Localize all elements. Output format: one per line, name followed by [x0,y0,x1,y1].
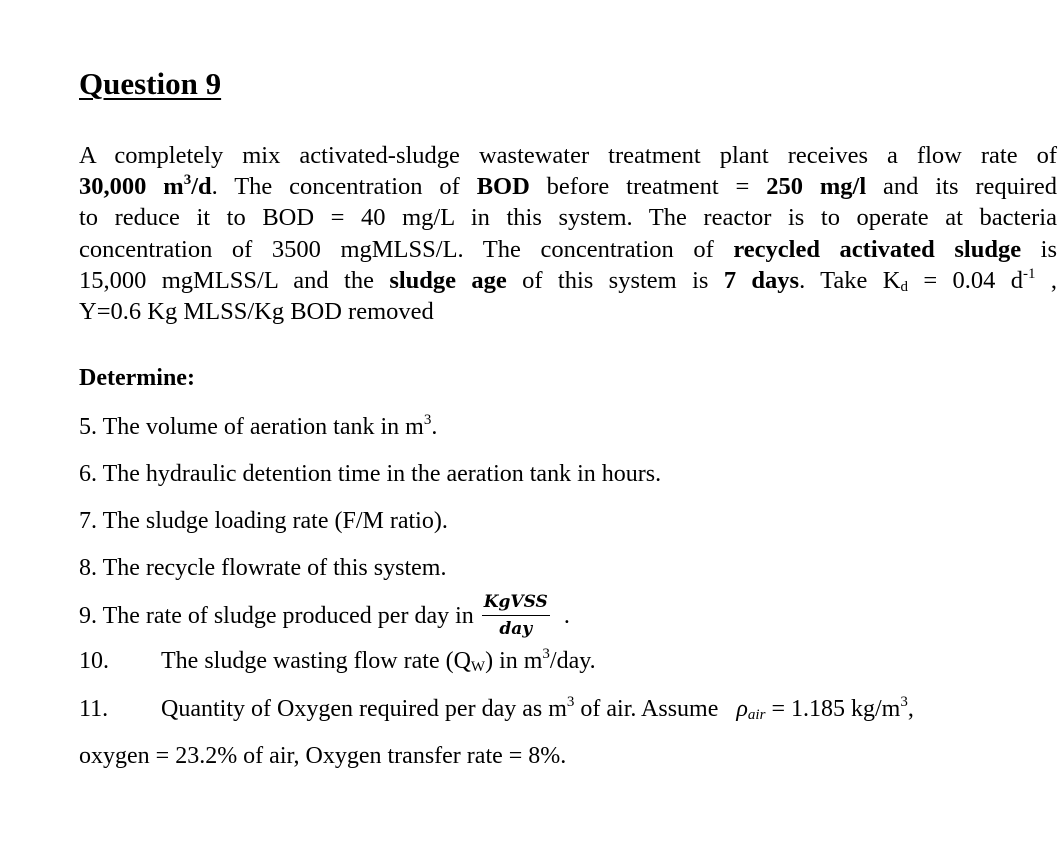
question-item-8: 8. The recycle flowrate of this system. [79,555,447,581]
question-item-11: 11. Quantity of Oxygen required per day as $m^3$ of air. Assume $\rho_{air} = 1.185$ $kg/m^3$, [79,694,914,723]
question-item-5: 5. The volume of aeration tank in $m^3$. [79,412,438,440]
question-item-10: 10. The sludge wasting flow rate $(Q_W)$ in $m^3$/day. [79,646,596,675]
statement-line-6: Y=0.6 Kg MLSS/Kg BOD removed [79,298,434,326]
kgvss-per-day-fraction: $\frac{\text{KgVSS}}{\text{day}}$ [483,592,548,639]
bod-initial-value: 250 mg/l [766,173,867,201]
bod-term: BOD [476,173,530,201]
question-item-9: 9. The rate of sludge produced per day in $\frac{\text{KgVSS}}{\text{day}}$ . [79,592,570,639]
recycled-sludge-term: recycled activated sludge [733,235,1022,263]
statement-line-2: 30,000 $m^3/d$. The concentration of BOD before treatment = 250 mg/l and its required [79,172,1057,201]
question-item-11-continued: oxygen = 23.2% of air, Oxygen transfer rate = 8%. [79,743,567,769]
statement-line-3: to reduce it to BOD = 40 mg/L in this system. The reactor is to operate at bacteria [79,204,1057,232]
problem-statement [79,140,1057,327]
question-title: Question 9 [79,66,222,101]
determine-heading: Determine: [79,365,195,391]
statement-line-5: 15,000 mgMLSS/L and the sludge age of this system is 7 days. Take $K_d = 0.04$ $d^{-1}$ , [79,265,1057,295]
sludge-age-term: sludge age [389,266,507,294]
flow-rate-value: 30,000 $m^3/d$ [79,172,212,201]
sludge-age-value: 7 days [723,266,800,294]
question-item-7: 7. The sludge loading rate (F/M ratio). [79,508,448,534]
statement-line-1: A completely mix activated-sludge wastewater treatment plant receives a flow rate of [79,142,1057,169]
question-item-6: 6. The hydraulic detention time in the aeration tank in hours. [79,461,662,487]
statement-line-4: concentration of 3500 mgMLSS/L. The concentration of recycled activated sludge is [79,235,1058,263]
air-density-symbol: $\rho_{air}$ [736,696,766,723]
